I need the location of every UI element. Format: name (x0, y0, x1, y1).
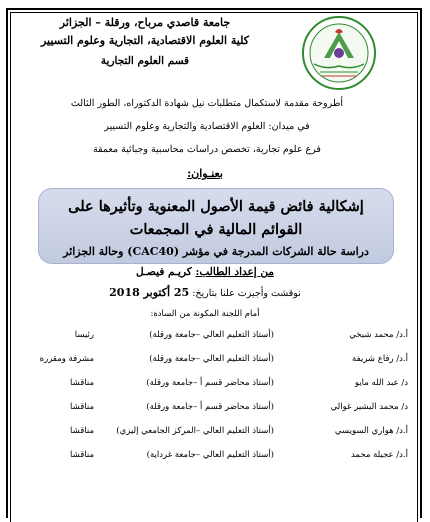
jury-member-rank: (أستاذ محاضر قسم أ –جامعة ورقلة) (146, 378, 274, 388)
university-emblem-icon (300, 14, 378, 92)
department-name: قسم العلوم التجارية (100, 55, 190, 67)
jury-member-role: مناقشا (70, 426, 94, 436)
jury-row (14, 396, 414, 420)
jury-member-name: د/ محمد البشير غوالي (330, 402, 408, 412)
institution-header (20, 14, 270, 70)
university-name: جامعة قاصدي مرباح، ورقلة – الجزائر (59, 16, 231, 29)
jury-member-role: مناقشا (70, 450, 94, 460)
jury-member-name: أ.د/ رفاع شريفة (352, 354, 408, 364)
jury-member-rank: (أستاذ التعليم العالي –جامعة ورقلة) (149, 330, 274, 340)
defense-date: 25 أكتوبر 2018 (109, 286, 190, 299)
jury-member-name: أ.د/ محمد شيخي (349, 330, 408, 340)
jury-row (14, 444, 414, 468)
defense-line (20, 286, 390, 299)
thesis-title: إشكالية فائض قيمة الأصول المعنوية وتأثيرها على القوائم المالية في المجمعات (68, 198, 364, 238)
title-label (20, 167, 390, 180)
jury-intro: أمام اللجنة المكونة من السادة: (150, 309, 260, 319)
jury-row (14, 324, 414, 348)
jury-member-rank: (أستاذ التعليم العالي –جامعة ورقلة) (149, 354, 274, 364)
jury-row (14, 372, 414, 396)
jury-member-role: مناقشا (70, 378, 94, 388)
jury-row (14, 420, 414, 444)
jury-member-role: مناقشا (70, 402, 94, 412)
jury-row (14, 348, 414, 372)
defense-text: نوقشت وأجيزت علنا بتاريخ: (192, 288, 301, 299)
thesis-subtitle: دراسة حالة الشركات المدرجة في مؤشر (CAC40) وحالة الجزائر (63, 245, 369, 258)
title-box (38, 188, 394, 264)
jury-table (14, 324, 414, 468)
jury-member-rank: (أستاذ محاضر قسم أ –جامعة ورقلة) (146, 402, 274, 412)
student-label: من إعداد الطالب: (195, 266, 274, 278)
jury-member-name: د/ عبد الله مايو (354, 378, 408, 388)
jury-member-name: أ.د/ هواري السويسي (334, 426, 408, 436)
jury-member-rank: (أستاذ التعليم العالي –جامعة غرداية) (146, 450, 274, 460)
student-name: كريـم فيصـل (136, 266, 192, 278)
thesis-purpose: أطروحة مقدمة لاستكمال متطلبات نيل شهادة الدكتوراه، الطور الثالث (70, 98, 344, 109)
jury-member-role: رئيسا (74, 330, 94, 340)
thesis-field: في ميدان: العلوم الاقتصادية والتجارية وعلوم التسيير (104, 121, 310, 132)
jury-member-name: أ.د/ عجيلة محمد (350, 450, 408, 460)
faculty-name: كلية العلوم الاقتصادية، التجارية وعلوم التسيير (40, 34, 249, 47)
student-line (20, 266, 390, 278)
title-label-text: بعنـوان: (187, 167, 223, 180)
thesis-specialty: فرع علوم تجارية، تخصص دراسات محاسبية وجبائية معمقة (93, 144, 321, 155)
jury-member-role: مشرفة ومقررة (39, 354, 94, 364)
jury-member-rank: (أستاذ التعليم العالي –المركز الجامعي إليزي) (116, 426, 274, 436)
